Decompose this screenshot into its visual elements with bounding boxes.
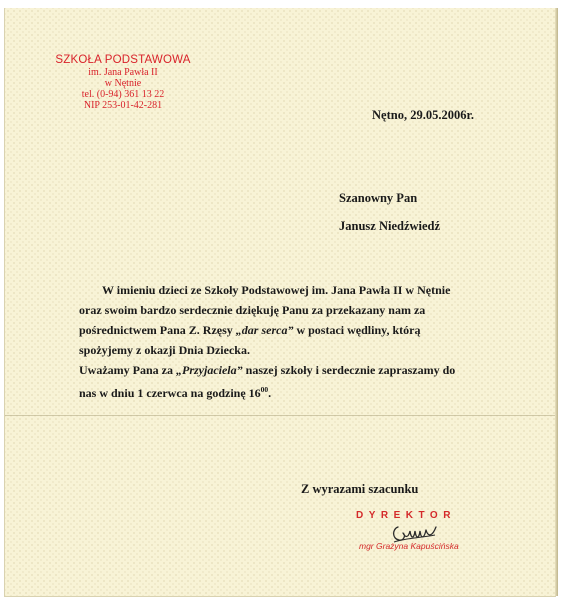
time-superscript: 00: [260, 385, 269, 394]
school-name: SZKOŁA PODSTAWOWA: [55, 54, 191, 66]
body-text-segment: naszej szkoły i serdecznie zapraszamy do: [242, 363, 456, 377]
quoted-phrase: „Przyjaciela”: [175, 363, 243, 377]
addressee-block: [339, 184, 440, 240]
body-text-segment: pośrednictwem Pana Z. Rzęsy: [79, 323, 236, 337]
body-text-segment: w postaci wędliny, którą: [293, 323, 421, 337]
body-line: spożyjemy z okazji Dnia Dziecka.: [79, 343, 250, 357]
letter-date: Nętno, 29.05.2006r.: [372, 108, 474, 122]
school-patron: im. Jana Pawła II: [88, 66, 158, 78]
closing-phrase: Z wyrazami szacunku: [301, 482, 419, 496]
body-line: [79, 360, 502, 380]
fold-line: [5, 415, 556, 416]
quoted-phrase: „dar serca”: [235, 323, 294, 337]
body-text-segment: Uważamy Pana za: [79, 363, 176, 377]
school-nip: NIP 253-01-42-281: [83, 100, 163, 112]
school-location: w Nętnie: [104, 78, 142, 90]
signature-title: DYREKTOR: [356, 510, 456, 521]
body-line: W imieniu dzieci ze Szkoły Podstawowej im. Jana Pawła II w Nętnie: [102, 283, 451, 297]
addressee-name: Janusz Niedźwiedź: [339, 219, 441, 233]
letter-page: [4, 8, 556, 597]
body-line: [79, 380, 502, 403]
body-line: [79, 320, 502, 340]
signer-name: mgr Grażyna Kapuścińska: [359, 541, 459, 551]
body-text-segment: .: [268, 386, 272, 400]
letter-body: [79, 280, 502, 403]
body-line: oraz swoim bardzo serdecznie dziękuję Panu za przekazany nam za: [79, 303, 426, 317]
body-text-segment: nas w dniu 1 czerwca na godzinę 16: [79, 386, 261, 400]
letterhead-stamp: [33, 54, 213, 112]
addressee-salutation: Szanowny Pan: [339, 191, 418, 205]
school-phone: tel. (0-94) 361 13 22: [81, 89, 165, 101]
